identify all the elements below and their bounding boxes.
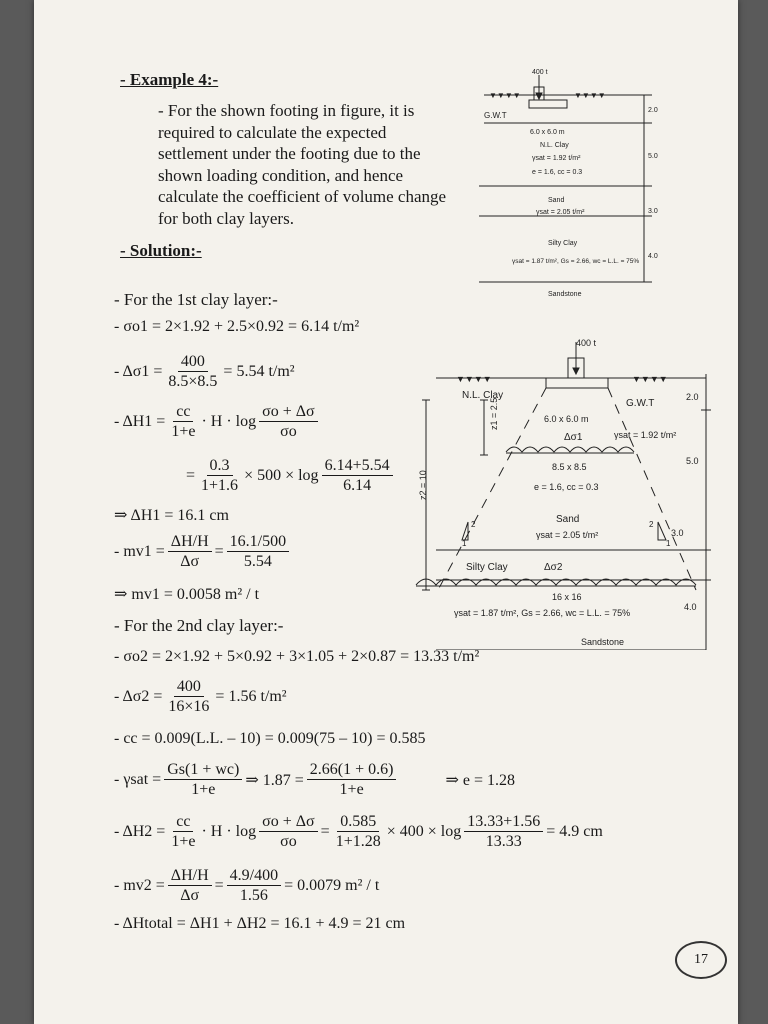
fig2-slope-run: 1 [666, 539, 671, 548]
svg-text:▼▼▼▼: ▼▼▼▼ [574, 91, 606, 100]
fig2-footing: 6.0 x 6.0 m [544, 414, 589, 424]
sigma-o1-equation: - σo1 = 2×1.92 + 2.5×0.92 = 6.14 t/m² [114, 318, 360, 335]
problem-line: for both clay layers. [158, 208, 294, 228]
fig2-delta-sigma1: Δσ1 [564, 432, 583, 443]
svg-text:▼▼▼▼: ▼▼▼▼ [632, 374, 668, 384]
fig2-depth: 4.0 [684, 602, 697, 612]
fig2-depth: 3.0 [671, 528, 684, 538]
fig1-sand-gamma: γsat = 2.05 t/m² [536, 209, 585, 216]
fig1-depth: 3.0 [648, 208, 658, 215]
problem-statement [158, 100, 470, 229]
delta-h2-equation: - ΔH2 = $\frac{cc}{1+e}$ · H · log $\frac{\sigma o + \Delta\sigma}{\sigma o}$ = $\frac{0.585}{1+1.28}$ × 400 × log $\frac{13.33+1.56}{13.33}$ = 4.9 cm [114, 813, 603, 850]
second-layer-title: - For the 2nd clay layer:- [114, 616, 284, 635]
fig2-clay: N.L. Clay [462, 390, 504, 401]
fig2-slope: 2 [649, 520, 654, 529]
fig2-props1: e = 1.6, cc = 0.3 [534, 482, 599, 492]
delta-h1-result: ⇒ ΔH1 = 16.1 cm [114, 507, 229, 524]
fig1-load: 400 t [532, 69, 548, 76]
fig2-depth: 5.0 [686, 456, 699, 466]
delta-h-total: - ΔHtotal = ΔH1 + ΔH2 = 16.1 + 4.9 = 21 cm [114, 915, 406, 932]
fig1-sand: Sand [548, 197, 565, 204]
delta-h1-formula: - ΔH1 = $\frac{cc}{1+e}$ · H · log $\frac{\sigma o + \Delta\sigma}{\sigma o}$ [114, 402, 321, 441]
problem-line: settlement under the footing due to the [158, 144, 421, 163]
fig2-area2: 16 x 16 [552, 592, 582, 602]
fig1-clay: N.L. Clay [540, 142, 569, 149]
fig2-slope: 2 [471, 520, 476, 529]
solution-heading: - Solution:- [120, 241, 202, 260]
mv2-equation: - mv2 = $\frac{\Delta H/H}{\Delta\sigma}$ = $\frac{4.9/400}{1.56}$ = 0.0079 m² / t [114, 867, 380, 904]
fig2-z1: z1 = 2.5 [489, 397, 499, 430]
svg-text:▼▼▼▼: ▼▼▼▼ [456, 374, 492, 384]
fig2-slope-run: 1 [462, 539, 467, 548]
fig1-rock: Sandstone [548, 291, 582, 298]
fig1-gwt: G.W.T [484, 111, 507, 120]
delta-sigma1-equation: - Δσ1 = $\frac{400}{8.5\times 8.5}$ = 5.54 t/m² [114, 353, 295, 390]
problem-line: shown loading condition, and hence [158, 165, 404, 185]
stress-distribution-figure [376, 330, 726, 650]
soil-profile-figure-small [474, 65, 664, 300]
delta-h1-substitution: = $\frac{0.3}{1+1.6}$ × 500 × log $\frac{6.14+5.54}{6.14}$ [186, 456, 396, 495]
delta-sigma2-equation: - Δσ2 = $\frac{400}{16\times 16}$ = 1.56 t/m² [114, 678, 287, 715]
document-page [34, 0, 738, 1024]
fig2-delta-sigma2: Δσ2 [544, 562, 563, 573]
fig1-clay-props: e = 1.6, cc = 0.3 [532, 169, 583, 176]
problem-line: required to calculate the expected [158, 122, 387, 142]
fig2-gamma1: γsat = 1.92 t/m² [614, 430, 677, 440]
fig2-load: 400 t [576, 338, 597, 348]
cc-equation: - cc = 0.009(L.L. – 10) = 0.009(75 – 10) = 0.585 [114, 730, 426, 747]
fig1-depth: 5.0 [648, 153, 658, 160]
gamma-sat-equation: - γsat = $\frac{Gs(1 + wc)}{1+e}$ ⇒ 1.87 = $\frac{2.66(1 + 0.6)}{1+e}$ ⇒ e = 1.28 [114, 761, 515, 798]
fig2-gwt: G.W.T [626, 398, 655, 409]
fig2-depth: 2.0 [686, 392, 699, 402]
fig2-silty-props: γsat = 1.87 t/m², Gs = 2.66, wc = L.L. = 75% [454, 608, 631, 618]
fig1-footing: 6.0 x 6.0 m [530, 129, 565, 136]
fig1-silty-props: γsat = 1.87 t/m², Gs = 2.66, wc = L.L. = 75% [512, 258, 640, 265]
mv1-equation: - mv1 = $\frac{\Delta H/H}{\Delta\sigma}$ = $\frac{16.1/500}{5.54}$ [114, 532, 292, 571]
fig1-silty: Silty Clay [548, 240, 578, 247]
mv1-result: ⇒ mv1 = 0.0058 m² / t [114, 586, 260, 603]
fig2-sand-gamma: γsat = 2.05 t/m² [536, 530, 599, 540]
problem-line: - For the shown footing in figure, it is [158, 101, 415, 120]
svg-text:▼▼▼▼: ▼▼▼▼ [489, 91, 521, 100]
fig2-silty: Silty Clay [466, 562, 508, 573]
fig1-clay-gamma: γsat = 1.92 t/m² [532, 155, 581, 162]
fig1-depth: 4.0 [648, 253, 658, 260]
fig2-z2: z2 = 10 [418, 470, 428, 500]
fig2-area1: 8.5 x 8.5 [552, 462, 587, 472]
fig2-rock: Sandstone [581, 637, 625, 647]
example-heading: - Example 4:- [120, 70, 219, 89]
page-number: 17 [675, 941, 727, 979]
sigma-o2-equation: - σo2 = 2×1.92 + 5×0.92 + 3×1.05 + 2×0.87 = 13.33 t/m² [114, 648, 480, 665]
first-layer-title: - For the 1st clay layer:- [114, 290, 278, 309]
fig2-sand: Sand [556, 514, 580, 525]
problem-line: calculate the coefficient of volume change [158, 187, 447, 206]
fig1-depth: 2.0 [648, 107, 658, 114]
